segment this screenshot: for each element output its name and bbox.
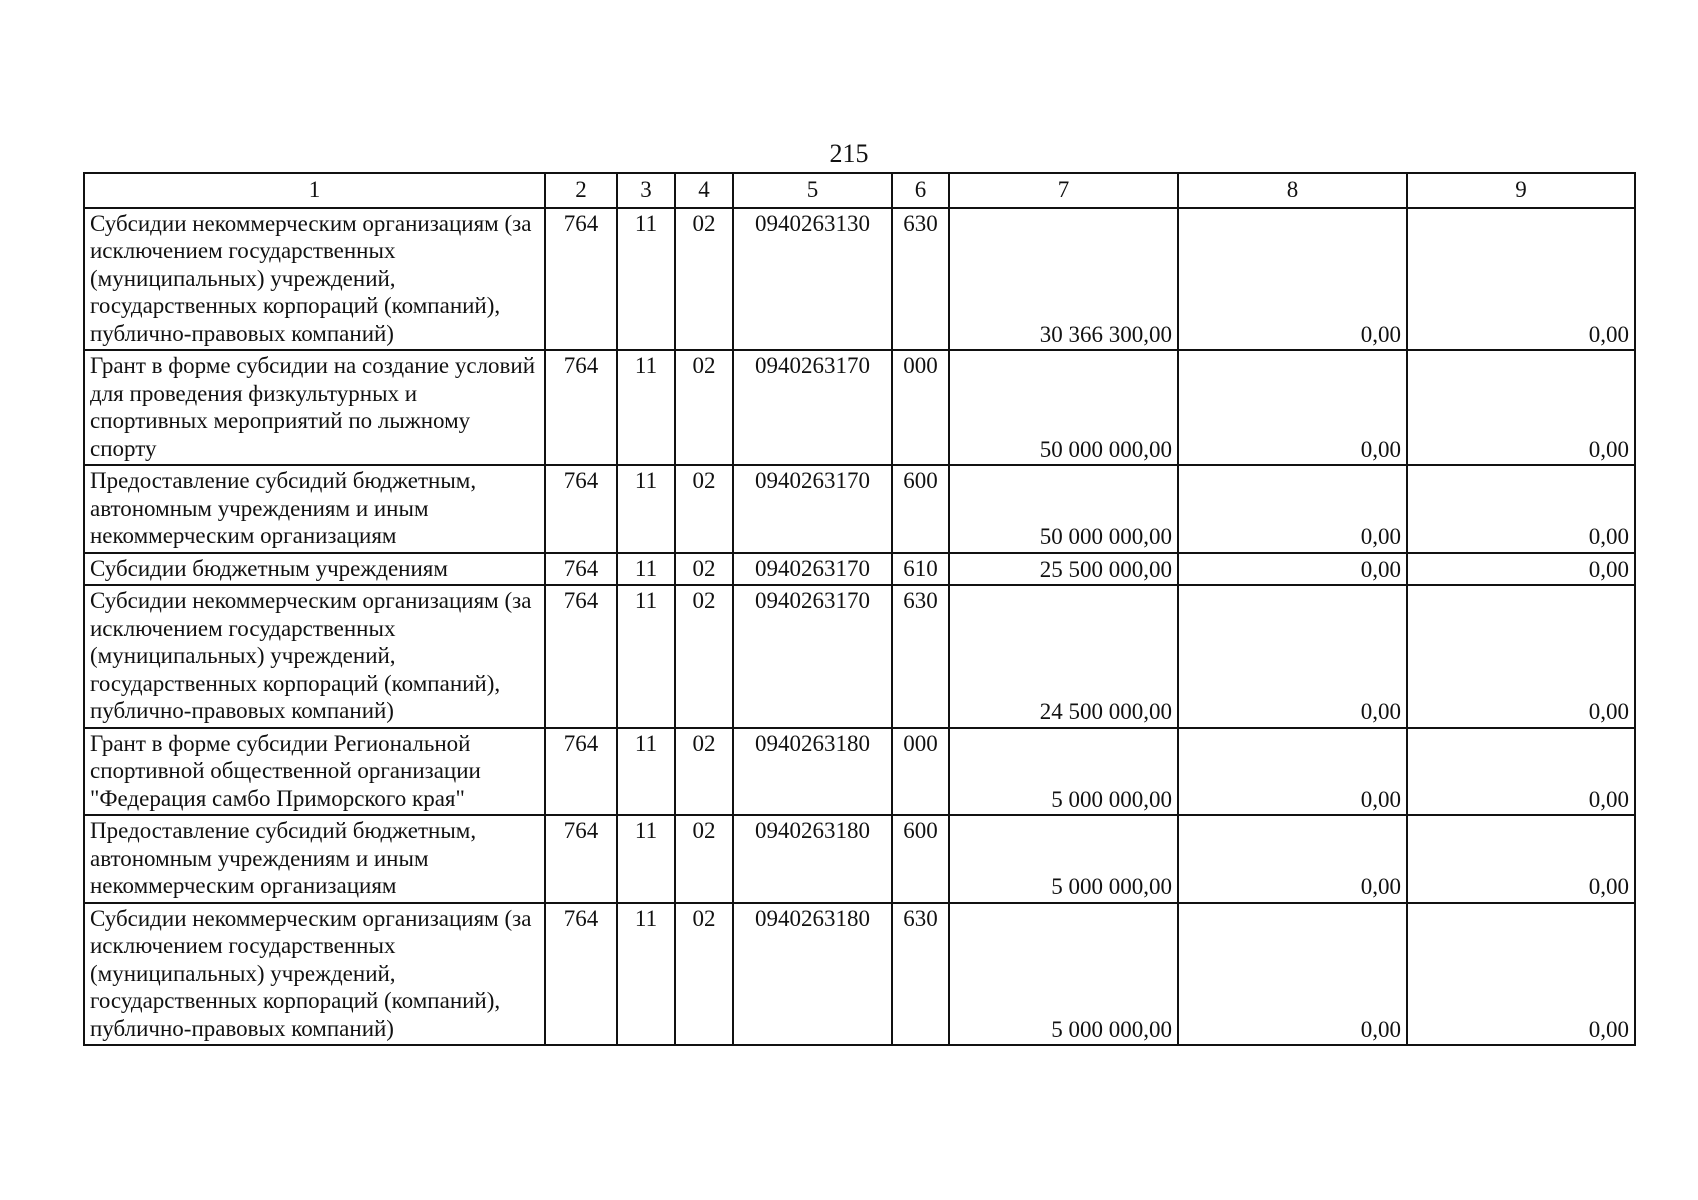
amount-value: 0,00 [1360, 524, 1401, 549]
row-col-8 [1178, 585, 1407, 728]
header-col-5: 5 [733, 173, 892, 208]
amount-value: 25 500 000,00 [1039, 556, 1172, 582]
row-col-2: 764 [545, 815, 617, 903]
row-col-2: 764 [545, 903, 617, 1046]
table-row [84, 553, 1635, 586]
row-col-4: 02 [675, 350, 733, 465]
row-name: Субсидии некоммерческим организациям (за исключением государственных (муниципальных) учреждений, государственных корпораций (компаний), публично-правовых компаний) [84, 208, 545, 351]
row-name: Субсидии бюджетным учреждениям [84, 553, 545, 586]
table-row [84, 350, 1635, 465]
amount-value: 0,00 [1360, 786, 1401, 812]
row-col-9 [1407, 350, 1635, 465]
page-number: 215 [829, 139, 869, 168]
row-col-3: 11 [617, 903, 675, 1046]
header-col-4: 4 [675, 173, 733, 208]
amount-value: 0,00 [1360, 556, 1401, 582]
row-col-5: 0940263170 [733, 553, 892, 586]
table-row [84, 465, 1635, 553]
row-col-2: 764 [545, 728, 617, 816]
amount-value: 0,00 [1360, 321, 1401, 347]
row-col-5: 0940263170 [733, 585, 892, 728]
amount-value: 0,00 [1588, 874, 1629, 899]
amount-value: 0,00 [1588, 699, 1629, 724]
row-col-6: 000 [892, 350, 949, 465]
row-col-9 [1407, 728, 1635, 816]
row-col-4: 02 [675, 815, 733, 903]
row-col-8 [1178, 208, 1407, 351]
row-col-8 [1178, 903, 1407, 1046]
row-col-9 [1407, 585, 1635, 728]
amount-value: 0,00 [1588, 786, 1629, 812]
row-col-9 [1407, 553, 1635, 586]
row-col-3: 11 [617, 585, 675, 728]
row-col-3: 11 [617, 728, 675, 816]
row-col-2: 764 [545, 350, 617, 465]
row-col-9 [1407, 903, 1635, 1046]
table-row [84, 585, 1635, 728]
amount-value: 0,00 [1360, 436, 1401, 462]
amount-value: 0,00 [1360, 1016, 1401, 1042]
row-name: Грант в форме субсидии Региональной спортивной общественной организации "Федерация самбо Приморского края" [84, 728, 545, 816]
row-col-4: 02 [675, 465, 733, 553]
amount-value: 0,00 [1588, 524, 1629, 549]
row-col-3: 11 [617, 815, 675, 903]
amount-value: 0,00 [1588, 1016, 1629, 1042]
row-col-2: 764 [545, 208, 617, 351]
row-col-5: 0940263170 [733, 465, 892, 553]
row-col-2: 764 [545, 553, 617, 586]
row-name: Предоставление субсидий бюджетным, автономным учреждениям и иным некоммерческим организациям [84, 465, 545, 553]
row-col-3: 11 [617, 553, 675, 586]
row-col-5: 0940263180 [733, 728, 892, 816]
amount-value: 24 500 000,00 [1039, 699, 1172, 724]
row-col-6: 630 [892, 208, 949, 351]
header-col-7: 7 [949, 173, 1178, 208]
row-col-7 [949, 585, 1178, 728]
amount-value: 0,00 [1588, 436, 1629, 462]
table-row [84, 815, 1635, 903]
row-col-4: 02 [675, 903, 733, 1046]
row-col-9 [1407, 208, 1635, 351]
row-name: Субсидии некоммерческим организациям (за исключением государственных (муниципальных) учреждений, государственных корпораций (компаний), публично-правовых компаний) [84, 903, 545, 1046]
row-col-6: 600 [892, 815, 949, 903]
header-col-6: 6 [892, 173, 949, 208]
row-col-4: 02 [675, 728, 733, 816]
header-col-3: 3 [617, 173, 675, 208]
amount-value: 5 000 000,00 [1051, 874, 1172, 899]
amount-value: 5 000 000,00 [1051, 1016, 1172, 1042]
header-col-8: 8 [1178, 173, 1407, 208]
row-col-8 [1178, 553, 1407, 586]
row-name: Предоставление субсидий бюджетным, автономным учреждениям и иным некоммерческим организациям [84, 815, 545, 903]
header-col-2: 2 [545, 173, 617, 208]
header-col-9: 9 [1407, 173, 1635, 208]
amount-value: 50 000 000,00 [1039, 524, 1172, 549]
row-col-4: 02 [675, 208, 733, 351]
row-col-8 [1178, 350, 1407, 465]
row-col-2: 764 [545, 465, 617, 553]
row-col-4: 02 [675, 585, 733, 728]
row-col-9 [1407, 465, 1635, 553]
row-col-6: 600 [892, 465, 949, 553]
row-col-7 [949, 903, 1178, 1046]
row-col-7 [949, 553, 1178, 586]
row-name: Грант в форме субсидии на создание условий для проведения физкультурных и спортивных мероприятий по лыжному спорту [84, 350, 545, 465]
row-col-6: 630 [892, 585, 949, 728]
table-row [84, 208, 1635, 351]
row-col-6: 610 [892, 553, 949, 586]
amount-value: 0,00 [1360, 699, 1401, 724]
budget-table [83, 172, 1636, 1046]
row-col-8 [1178, 815, 1407, 903]
row-col-7 [949, 465, 1178, 553]
row-col-3: 11 [617, 350, 675, 465]
amount-value: 0,00 [1588, 321, 1629, 347]
header-row [84, 173, 1635, 208]
row-col-3: 11 [617, 465, 675, 553]
header-col-1: 1 [84, 173, 545, 208]
row-col-7 [949, 728, 1178, 816]
row-col-3: 11 [617, 208, 675, 351]
row-col-4: 02 [675, 553, 733, 586]
table-row [84, 728, 1635, 816]
row-col-6: 000 [892, 728, 949, 816]
row-col-8 [1178, 728, 1407, 816]
amount-value: 30 366 300,00 [1039, 321, 1172, 347]
amount-value: 0,00 [1588, 556, 1629, 582]
row-col-6: 630 [892, 903, 949, 1046]
row-col-2: 764 [545, 585, 617, 728]
amount-value: 0,00 [1360, 874, 1401, 899]
row-name: Субсидии некоммерческим организациям (за исключением государственных (муниципальных) учреждений, государственных корпораций (компаний), публично-правовых компаний) [84, 585, 545, 728]
row-col-5: 0940263180 [733, 815, 892, 903]
row-col-8 [1178, 465, 1407, 553]
row-col-7 [949, 208, 1178, 351]
table-row [84, 903, 1635, 1046]
amount-value: 50 000 000,00 [1039, 436, 1172, 462]
row-col-5: 0940263170 [733, 350, 892, 465]
row-col-9 [1407, 815, 1635, 903]
row-col-5: 0940263180 [733, 903, 892, 1046]
row-col-5: 0940263130 [733, 208, 892, 351]
row-col-7 [949, 350, 1178, 465]
amount-value: 5 000 000,00 [1051, 786, 1172, 812]
row-col-7 [949, 815, 1178, 903]
